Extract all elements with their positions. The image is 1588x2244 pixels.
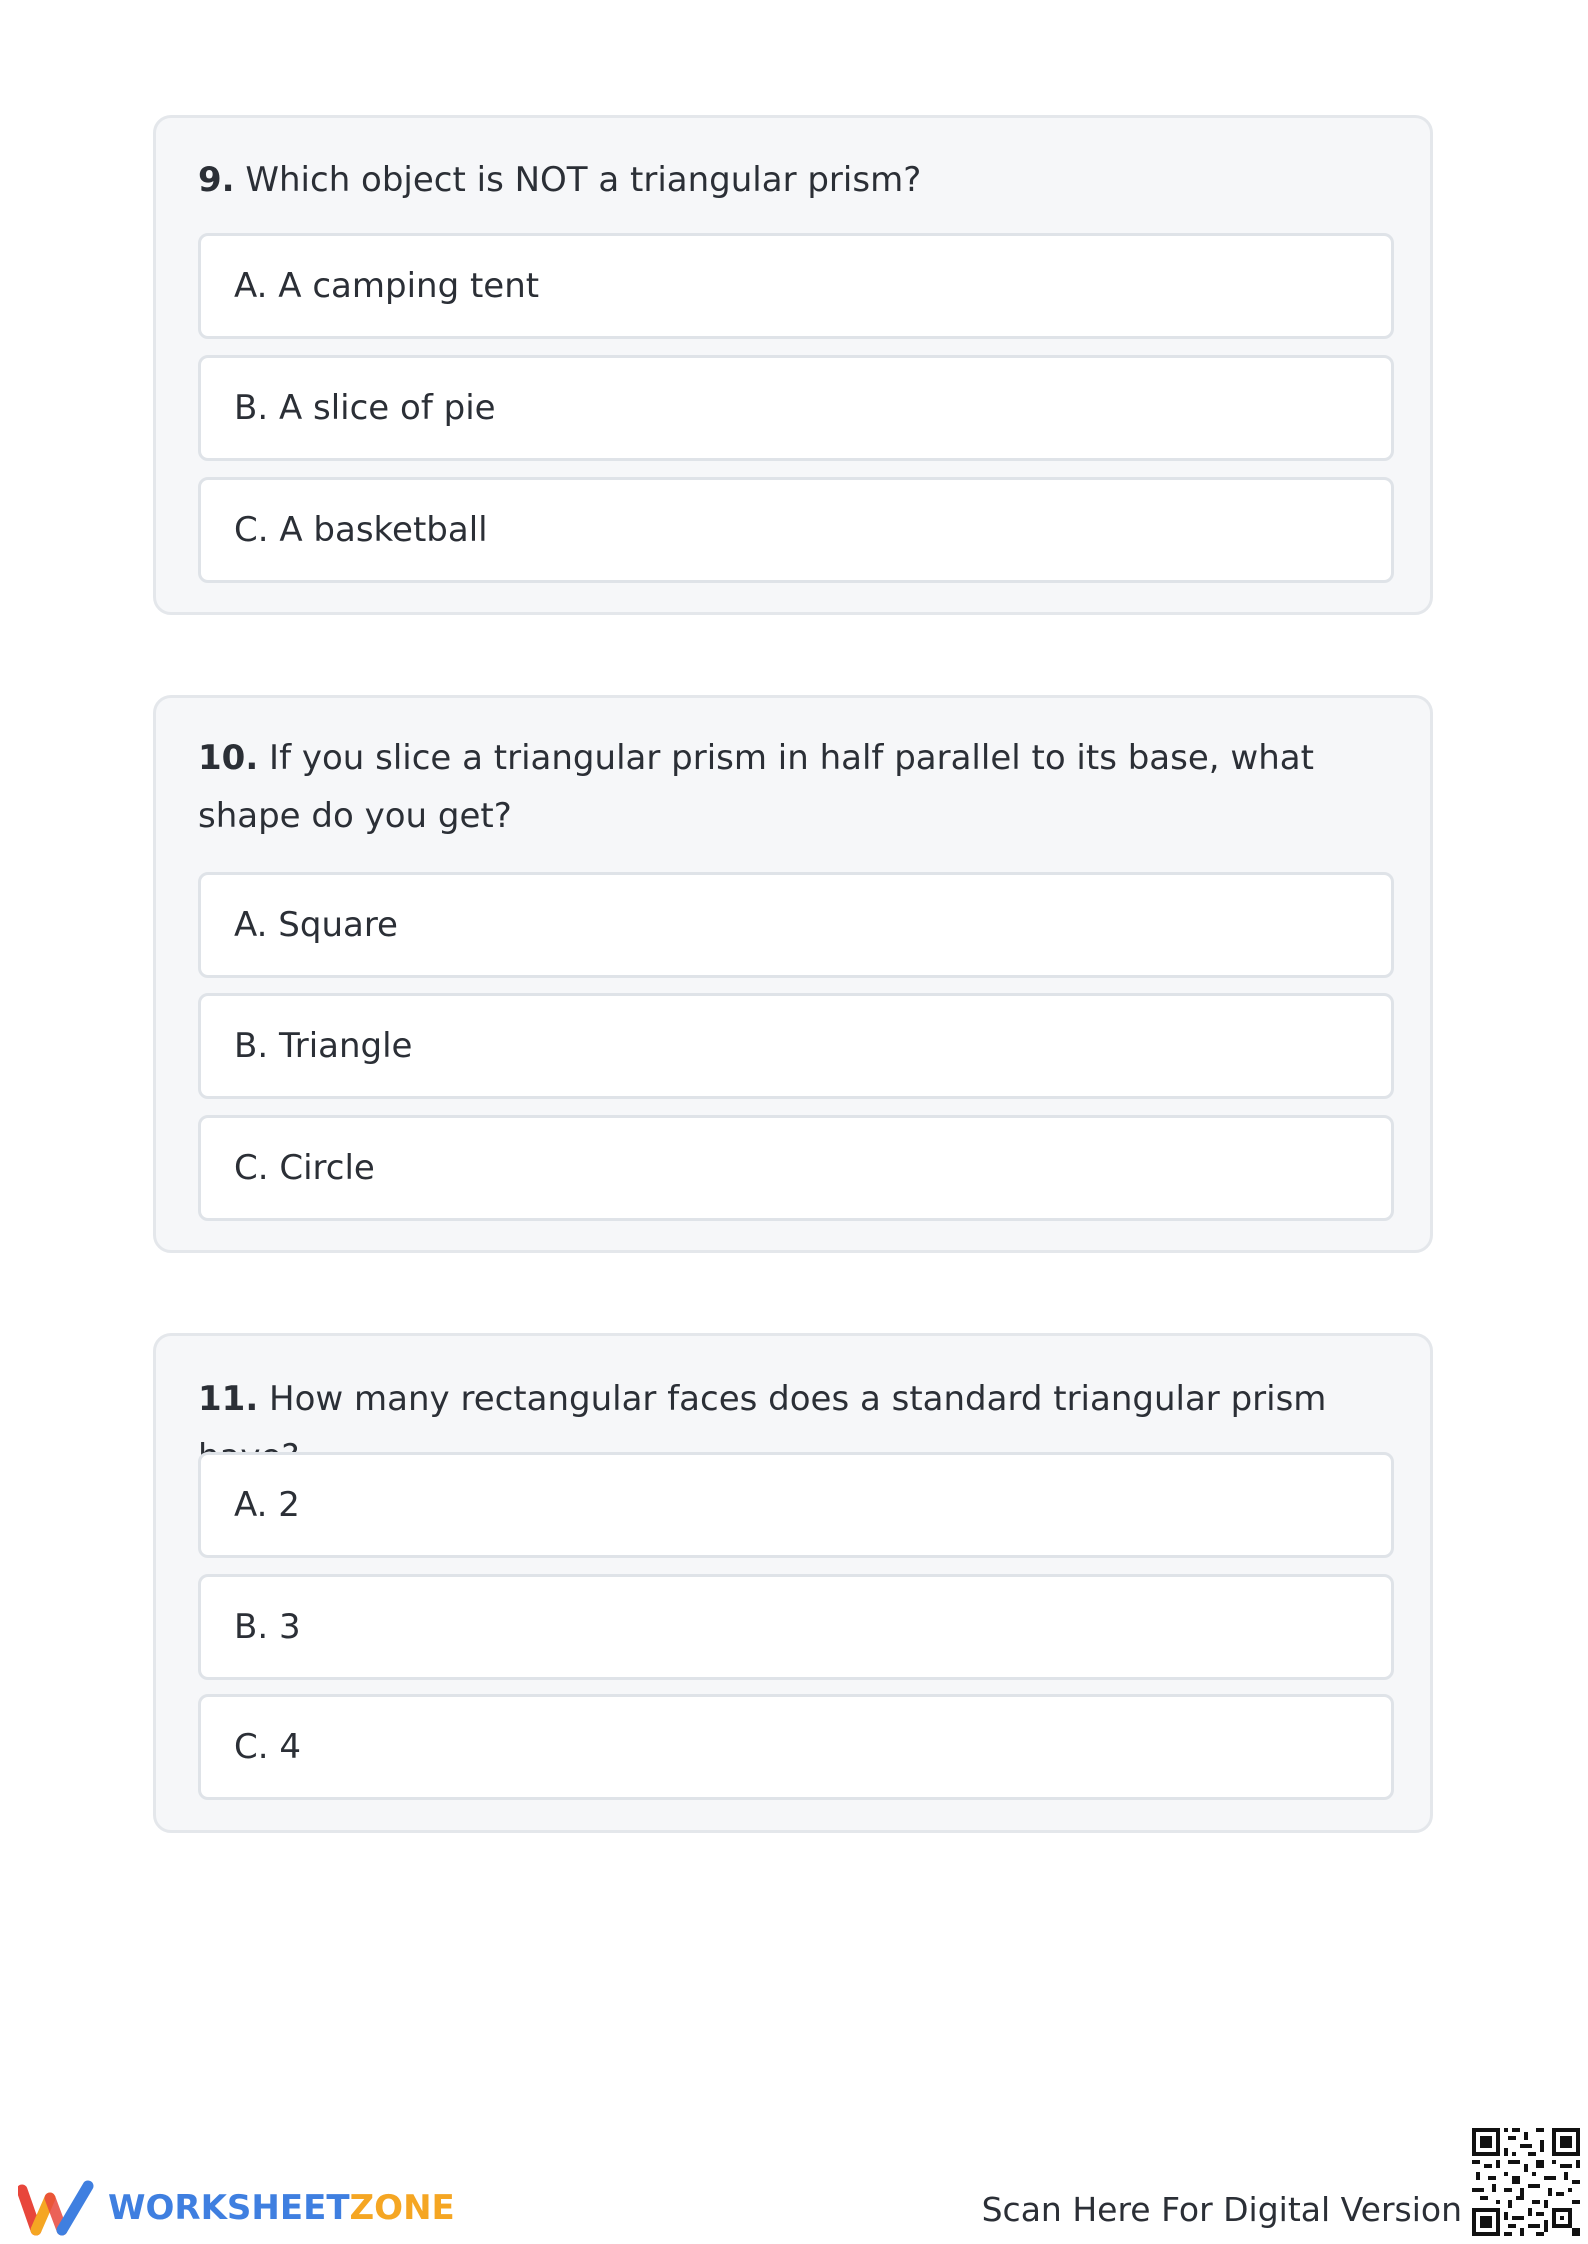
question-prompt: How many rectangular faces does a standard triangular prism: [269, 1379, 1327, 1419]
option-a[interactable]: [198, 233, 1394, 339]
question-number: 9.: [198, 160, 235, 200]
question-card-11: [153, 1333, 1433, 1833]
question-card-10: [153, 695, 1433, 1253]
option-c[interactable]: [198, 1694, 1394, 1800]
option-label: A. A camping tent: [234, 266, 540, 306]
brand-name: [108, 2188, 455, 2228]
scan-caption: Scan Here For Digital Version: [981, 2190, 1462, 2229]
option-label: A. 2: [234, 1485, 300, 1525]
option-b[interactable]: [198, 1574, 1394, 1680]
question-10-text: [198, 729, 1390, 845]
question-card-9: [153, 115, 1433, 615]
option-c[interactable]: [198, 477, 1394, 583]
option-a[interactable]: [198, 1452, 1394, 1558]
option-label: C. A basketball: [234, 510, 488, 550]
worksheetzone-logo-icon: [18, 2180, 98, 2240]
option-label: C. 4: [234, 1727, 301, 1767]
qr-code-icon[interactable]: [1472, 2128, 1580, 2236]
option-label: B. Triangle: [234, 1026, 413, 1066]
option-label: B. A slice of pie: [234, 388, 496, 428]
option-label: A. Square: [234, 905, 398, 945]
question-number: 10.: [198, 738, 259, 778]
question-prompt: If you slice a triangular prism in half parallel to its base, what shape do you get?: [198, 738, 1314, 836]
option-b[interactable]: [198, 355, 1394, 461]
option-a[interactable]: [198, 872, 1394, 978]
question-number: 11.: [198, 1379, 259, 1419]
option-c[interactable]: [198, 1115, 1394, 1221]
option-label: B. 3: [234, 1607, 301, 1647]
brand-part-1: WORKSHEET: [108, 2188, 350, 2228]
option-label: C. Circle: [234, 1148, 375, 1188]
brand-part-2: ZONE: [349, 2188, 455, 2228]
question-prompt: Which object is NOT a triangular prism?: [234, 160, 922, 200]
question-9-text: [198, 151, 1390, 209]
option-b[interactable]: [198, 993, 1394, 1099]
